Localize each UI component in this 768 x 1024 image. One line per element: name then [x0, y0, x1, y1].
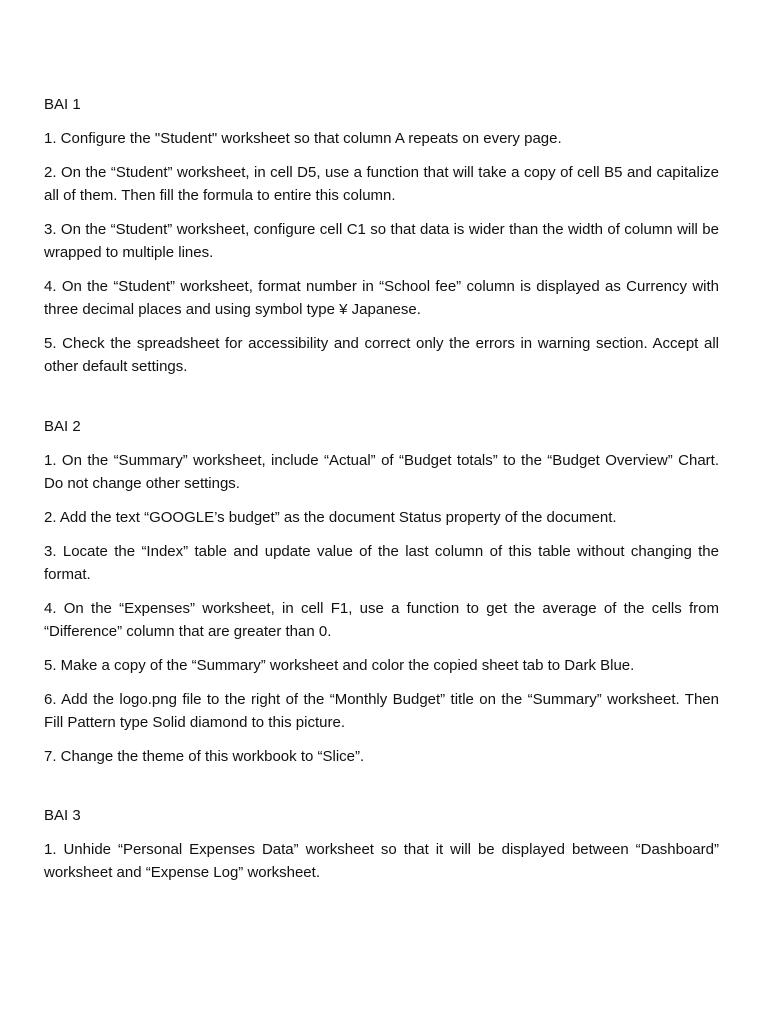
- task-item: 4. On the “Student” worksheet, format number in “School fee” column is displayed as Currency with three decimal places and using symbol type ¥ Japanese.: [44, 278, 719, 318]
- task-item: 3. Locate the “Index” table and update value of the last column of this table without changing the format.: [44, 543, 719, 583]
- section-heading: BAI 3: [44, 807, 81, 824]
- task-item: 3. On the “Student” worksheet, configure cell C1 so that data is wider than the width of column will be wrapped to multiple lines.: [44, 221, 719, 261]
- task-item: 2. On the “Student” worksheet, in cell D5, use a function that will take a copy of cell B5 and capitalize all of them. Then fill the formula to entire this column.: [44, 164, 719, 204]
- section-bai-3: [44, 804, 719, 884]
- task-item: 7. Change the theme of this workbook to “Slice”.: [44, 748, 365, 765]
- task-item: 6. Add the logo.png file to the right of the “Monthly Budget” title on the “Summary” worksheet. Then Fill Pattern type Solid diamond to this picture.: [44, 691, 719, 731]
- task-item: 1. Unhide “Personal Expenses Data” worksheet so that it will be displayed between “Dashboard” worksheet and “Expense Log” worksheet.: [44, 841, 719, 881]
- task-item: 2. Add the text “GOOGLE’s budget” as the document Status property of the document.: [44, 509, 617, 526]
- task-item: 5. Check the spreadsheet for accessibility and correct only the errors in warning section. Accept all other default settings.: [44, 335, 719, 375]
- task-item: 4. On the “Expenses” worksheet, in cell F1, use a function to get the average of the cells from “Difference” column that are greater than 0.: [44, 600, 719, 640]
- section-bai-2: [44, 415, 719, 768]
- section-bai-1: [44, 93, 719, 378]
- section-heading: BAI 1: [44, 96, 81, 113]
- task-item: 1. On the “Summary” worksheet, include “Actual” of “Budget totals” to the “Budget Overview” Chart. Do not change other settings.: [44, 452, 719, 492]
- document-page: [44, 93, 719, 895]
- section-heading: BAI 2: [44, 418, 81, 435]
- task-item: 1. Configure the "Student" worksheet so that column A repeats on every page.: [44, 130, 562, 147]
- task-item: 5. Make a copy of the “Summary” worksheet and color the copied sheet tab to Dark Blue.: [44, 657, 635, 674]
